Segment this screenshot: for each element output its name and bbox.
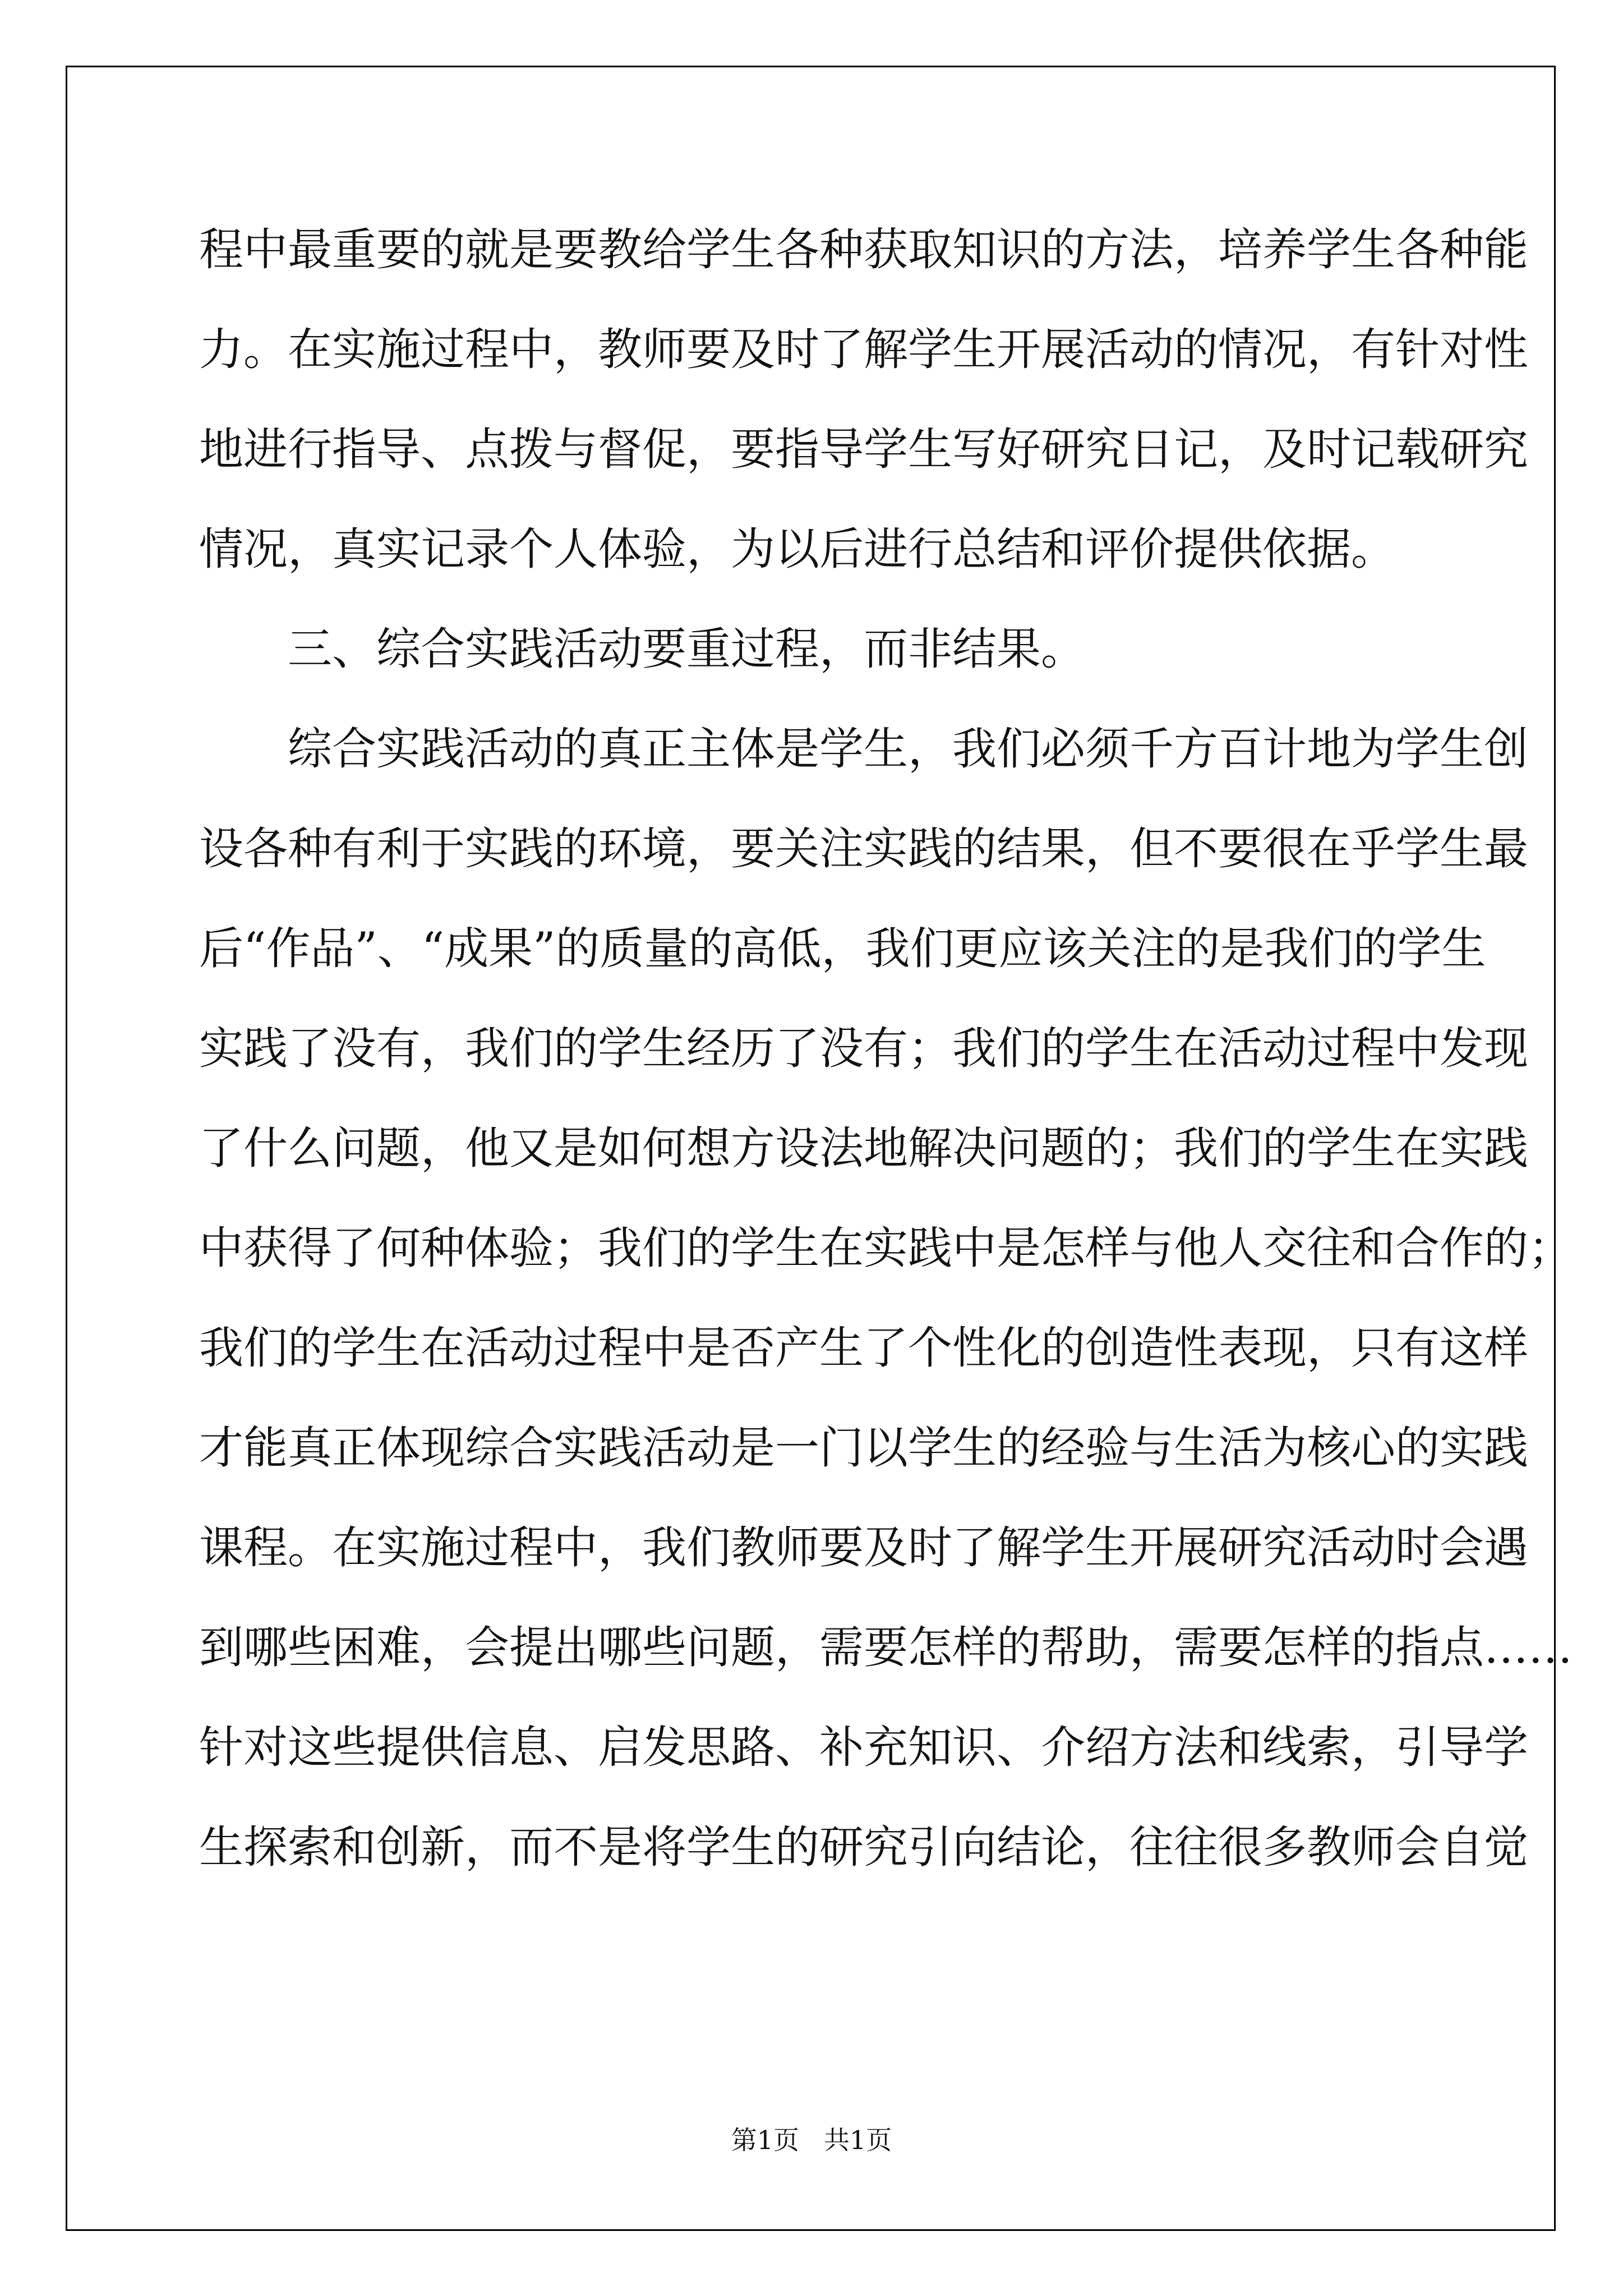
page-total: 共1页 [823, 2125, 892, 2155]
text-line: 才能真正体现综合实践活动是一门以学生的经验与生活为核心的实践 [199, 1422, 1528, 1474]
text-line: 设各种有利于实践的环境，要关注实践的结果，但不要很在乎学生最 [199, 823, 1528, 875]
text-line: 我们的学生在活动过程中是否产生了个性化的创造性表现，只有这样 [199, 1322, 1528, 1374]
text-line: 到哪些困难，会提出哪些问题，需要怎样的帮助，需要怎样的指点…… [199, 1622, 1573, 1673]
text-line: 针对这些提供信息、启发思路、补充知识、介绍方法和线索，引导学 [199, 1722, 1528, 1773]
text-line: 了什么问题，他又是如何想方设法地解决问题的；我们的学生在实践 [199, 1122, 1528, 1174]
text-line: 力。在实施过程中，教师要及时了解学生开展活动的情况，有针对性 [199, 324, 1528, 375]
text-line: 课程。在实施过程中，我们教师要及时了解学生开展研究活动时会遇 [199, 1522, 1528, 1573]
text-line: 地进行指导、点拨与督促，要指导学生写好研究日记，及时记载研究 [199, 424, 1528, 475]
section-heading: 三、综合实践活动要重过程，而非结果。 [288, 623, 1085, 675]
page-footer [0, 2123, 1623, 2157]
page-number: 第1页 [731, 2125, 800, 2155]
text-line: 实践了没有，我们的学生经历了没有；我们的学生在活动过程中发现 [199, 1023, 1528, 1074]
text-line: 生探索和创新，而不是将学生的研究引向结论，往往很多教师会自觉 [199, 1821, 1528, 1873]
text-line: 中获得了何种体验；我们的学生在实践中是怎样与他人交往和合作的； [199, 1222, 1573, 1274]
text-line: 情况，真实记录个人体验，为以后进行总结和评价提供依据。 [199, 523, 1395, 575]
text-line: 程中最重要的就是要教给学生各种获取知识的方法，培养学生各种能 [199, 224, 1528, 275]
text-line: 综合实践活动的真正主体是学生，我们必须千方百计地为学生创 [288, 723, 1528, 775]
text-line: 后“作品”、“成果”的质量的高低，我们更应该关注的是我们的学生 [199, 923, 1486, 974]
